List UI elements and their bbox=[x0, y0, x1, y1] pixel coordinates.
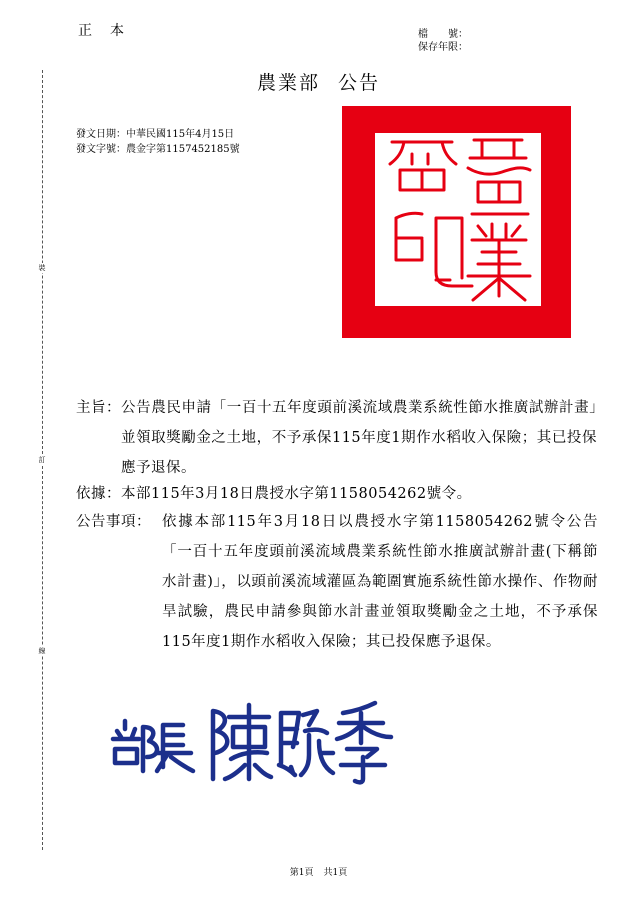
copy-mark bbox=[78, 20, 142, 40]
doc-type: 公告 bbox=[338, 72, 381, 94]
official-seal bbox=[342, 106, 571, 338]
retention-period-label: 保存年限： bbox=[418, 42, 468, 53]
subject-text: 公告農民申請「一百十五年度頭前溪流域農業系統性節水推廣試辦計畫」並領取獎勵金之土地，不予承保115年度1期作水稻收入保險；其已投保應予退保。 bbox=[121, 400, 597, 476]
announcement-items-label: 公告事項： bbox=[76, 514, 151, 530]
basis-label: 依據： bbox=[76, 486, 121, 502]
issue-date: 發文日期：中華民國115年4月15日 bbox=[76, 129, 235, 140]
binding-mark: 訂 bbox=[38, 456, 46, 464]
copy-mark-char: 正 bbox=[78, 23, 94, 39]
archive-info bbox=[418, 28, 468, 54]
binding-mark: 線 bbox=[38, 647, 46, 655]
page-number: 第1頁 bbox=[289, 868, 314, 878]
document-meta bbox=[76, 127, 240, 157]
document-title bbox=[0, 68, 637, 95]
page-total: 共1頁 bbox=[323, 868, 348, 878]
archive-number-label: 檔 號： bbox=[418, 29, 468, 40]
subject-label: 主旨： bbox=[76, 400, 121, 416]
agency-name: 農業部 bbox=[256, 72, 320, 94]
basis-text: 本部115年3月18日農授水字第1158054262號令。 bbox=[121, 486, 472, 502]
copy-mark-char: 本 bbox=[110, 23, 126, 39]
doc-number: 發文字號：農金字第1157452185號 bbox=[76, 144, 240, 155]
announcement-items-text: 依據本部115年3月18日以農授水字第1158054262號令公告「一百十五年度頭前溪流域農業系統性節水推廣試辦計畫(下稱節水計畫)」，以頭前溪流域灌區為範圍實施系統性節水操作、作物耐旱試驗，農民申請參與節水計畫並領取獎勵金之土地，不予承保115年度1期作水稻收入保險；其已投保應予退保。 bbox=[162, 514, 598, 650]
minister-signature bbox=[105, 695, 405, 785]
page-footer bbox=[0, 865, 637, 878]
binding-mark: 裝 bbox=[38, 264, 46, 272]
